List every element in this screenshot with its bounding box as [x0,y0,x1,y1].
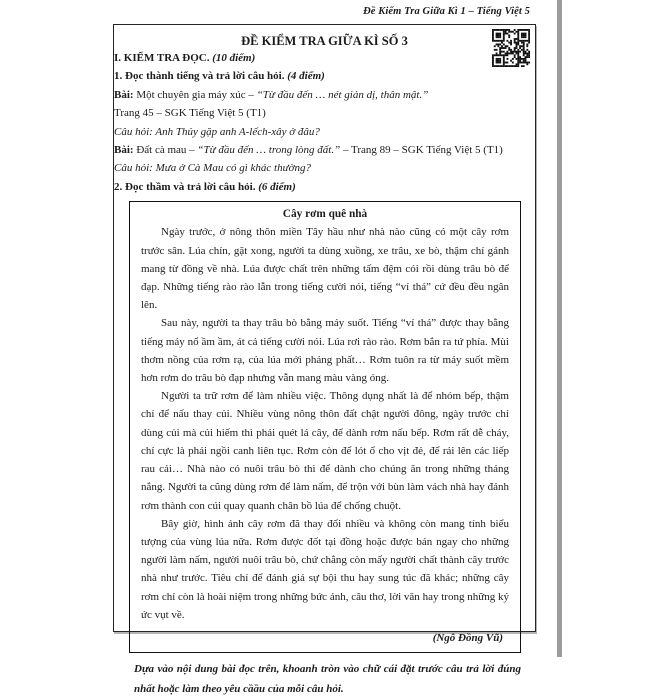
section-1-heading [114,49,535,67]
reading-1-page-line: Trang 45 – SGK Tiếng Việt 5 (T1) [114,107,266,120]
reading-2-question-line [114,159,535,177]
passage-paragraph: Ngày trước, ở nông thôn miền Tây hầu như nhà nào cũng có một cây rơm trước sân. Lúa chín, gặt xong, người ta dùng xuồng, xe trâu, xe bò, thậm chí gánh mang từ đồng về nhà. Lúa được chất trên những tấm đệm cói rồi dùng trâu bò để đạp. Những tiếng rào rào lẫn trong tiếng cười nói, tiếng “ví thá” cứ đều đều ngân lên. [141,226,509,312]
reading-1-bai-label: Bài: [114,88,134,101]
reading-passage-box [129,201,521,653]
task-1-heading [114,67,535,85]
reading-1-question: Anh Thủy gặp anh A-lếch-xây ở đâu? [155,125,320,138]
reading-1-question-line [114,123,535,141]
reading-1-name: Một chuyên gia máy xúc – [136,88,254,101]
task-2-points: (6 điểm) [258,180,296,193]
passage-paragraph: Sau này, người ta thay trâu bò bằng máy suốt. Tiếng “ví thá” được thay bằng tiếng máy nổ ầm ầm, át cả tiếng cười nói. Lúa rơi rào rào. Rơm bắn ra tứ phía. Mùi thơm nồng của rơm rạ, của lúa mới phảng phất… Rơm tuôn ra từ máy suốt mềm hơn rơm do trâu bò đạp nhưng vẫn mang màu vàng óng. [141,317,509,385]
reading-2-name: Đất cà mau – [136,144,195,157]
reading-2-bai-label: Bài: [114,144,134,157]
task-2-number: 2. [114,180,123,193]
reading-1-title-line [114,86,535,104]
section-1-number: I. [114,52,122,64]
answer-instruction: Dựa vào nội dung bài đọc trên, khoanh tròn vào chữ cái đặt trước câu trả lời đúng nhất hoặc làm theo yêu cầầu của mỗi câu hỏi. [134,662,521,695]
reading-1-question-label: Câu hỏi: [114,125,153,138]
passage-paragraph: Người ta trữ rơm để làm nhiều việc. Thông dụng nhất là để nhóm bếp, thậm chí để nấu thay củi. Nhiều vùng nông thôn đất chật người đông, ngày trước chỉ dùng củi mà củi hiếm thì phải quét lá cây, để dành rơm nấu bếp. Rơm rất dễ cháy, chỉ cực là phải ngồi canh liên tục. Rơm còn để lót ổ cho vịt đẻ, để rải lên các liếp rau cải… Nhà nào có nuôi trâu bò thì để dành cho chúng ăn trong những tháng nắng. Người ta cũng dùng rơm để làm nấm, để trộn với bùn làm vách nhà hay đánh rơm thành con cúi quay quanh chân bồ lúa để chống chuột. [141,390,509,512]
running-header: Đề Kiểm Tra Giữa Kì 1 – Tiếng Việt 5 [363,6,530,17]
task-1-text: Đọc thành tiếng và trả lời câu hỏi. [125,70,285,83]
exam-title: ĐỀ KIỂM TRA GIỮA KÌ SỐ 3 [241,34,408,48]
passage-author: (Ngô Đồng Vũ) [432,631,503,644]
exam-sheet-frame [113,24,536,695]
qr-code-icon [492,29,530,67]
task-1-points: (4 điểm) [287,70,325,83]
task-2-text: Đọc thầm và trả lời câu hỏi. [125,180,256,193]
reading-1-excerpt: “Từ đầu đến … nét giản dị, thân mật.” [256,88,429,101]
reading-2-title-line [114,141,535,159]
task-2-heading [114,178,535,196]
task-1-number: 1. [114,70,123,83]
reading-2-excerpt: “Từ đầu đến … trong lòng đất.” [197,144,341,157]
section-1-points: (10 điểm) [212,52,256,64]
passage-title: Cây rơm quê nhà [282,208,368,221]
reading-2-page-info: – Trang 89 – SGK Tiếng Việt 5 (T1) [342,144,503,157]
page-edge-line [557,0,562,657]
section-1-text: KIỂM TRA ĐỌC. [123,52,210,64]
reading-2-question-label: Câu hỏi: [114,162,153,175]
reading-2-question: Mưa ở Cà Mau có gì khác thường? [155,162,311,175]
passage-paragraph: Bây giờ, hình ảnh cây rơm đã thay đổi nhiều và không còn mang tính biểu tượng của vùng lúa nữa. Rơm được đốt tại đồng hoặc được bán ngay cho những người làm nấm, người nuôi trâu bò, chứ chẳng còn mấy người chất thành cây trước nhà như trước. Tiêu chí để đánh giá sự bội thu hay sung túc đã khác; những cây rơm chỉ còn là hoài niệm trong những bức ảnh, câu thơ, lời văn hay trong những ký ức vụt về. [141,517,509,621]
